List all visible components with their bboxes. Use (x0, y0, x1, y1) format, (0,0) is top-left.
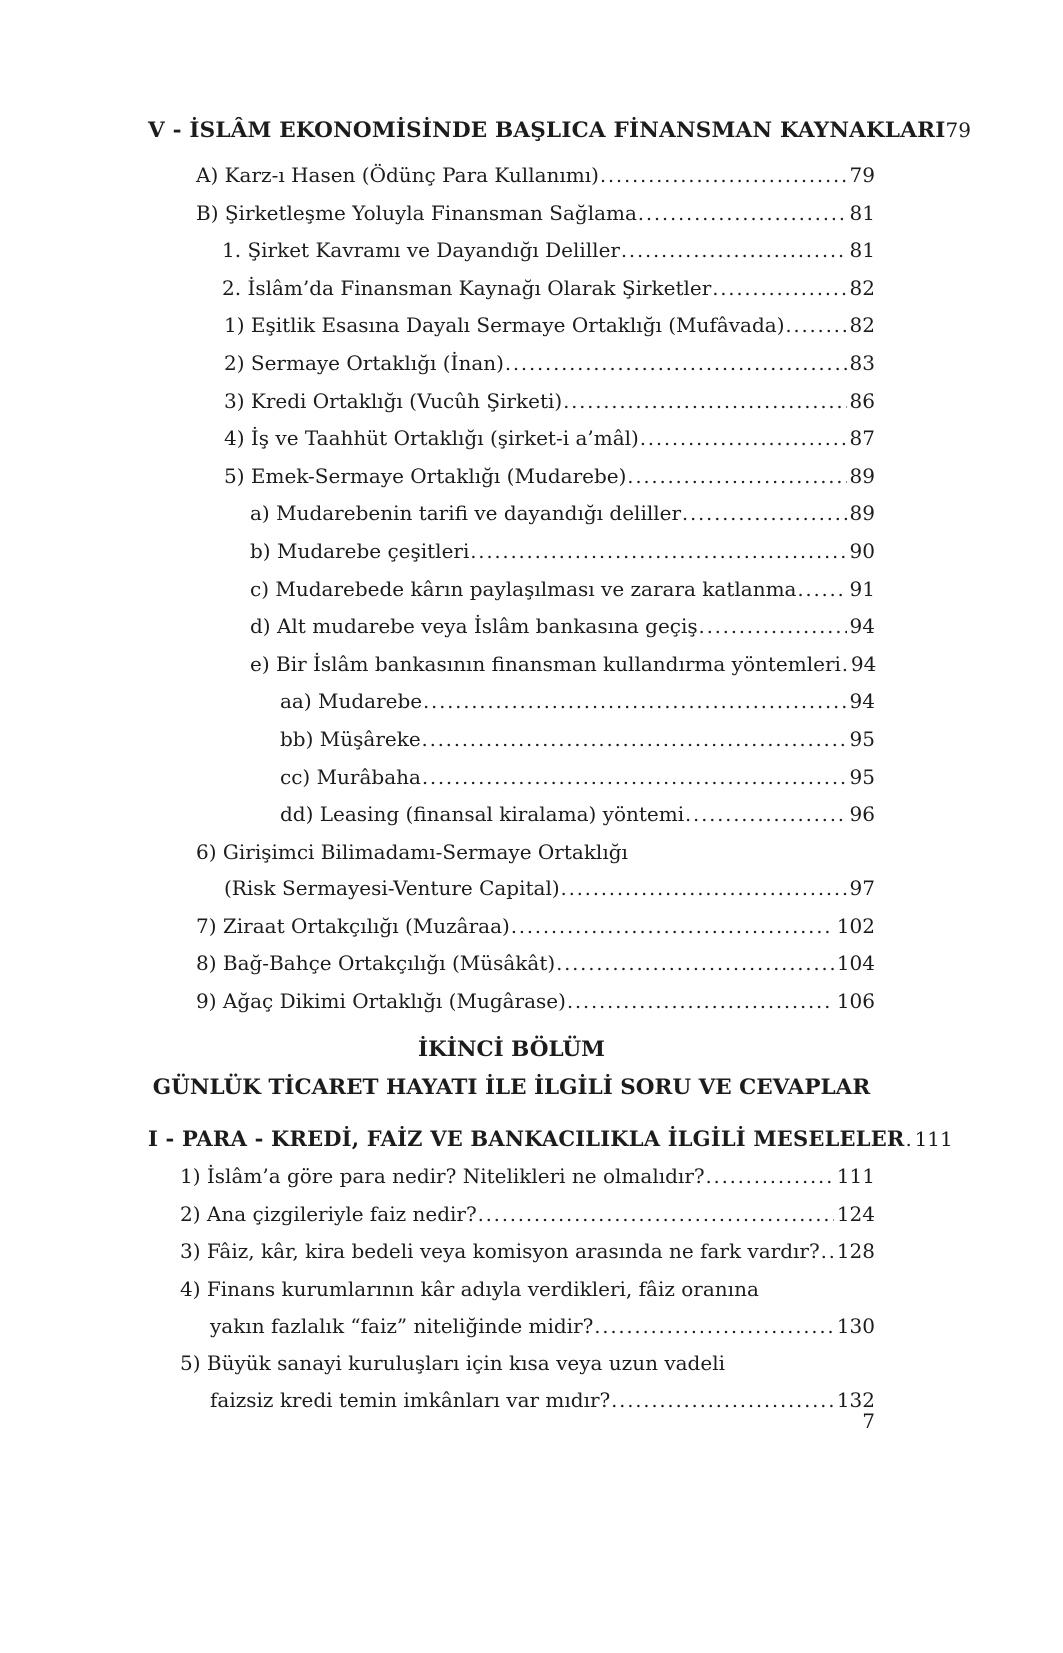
entry-text: 6) Girişimci Bilimadamı-Sermaye Ortaklığı (196, 839, 628, 864)
toc-entry (148, 458, 875, 496)
entry-text: 5) Büyük sanayi kuruluşları için kısa veya uzun vadeli (180, 1351, 725, 1376)
toc-entry (148, 345, 875, 383)
entry-page-ref: 104 (836, 951, 875, 976)
toc-entry-line2 (148, 870, 875, 908)
chapter-page-ref: 79 (945, 118, 971, 142)
dot-leader (682, 495, 847, 533)
entry-text: 4) Finans kurumlarının kâr adıyla verdikleri, fâiz oranına (180, 1277, 759, 1302)
toc-entry (148, 608, 875, 646)
toc-entry-line1 (148, 1271, 875, 1308)
toc-entry (148, 908, 875, 946)
toc-entry (148, 945, 875, 983)
dot-leader (699, 608, 847, 646)
entry-page-ref: 82 (849, 275, 875, 300)
entry-text: 5) Emek-Sermaye Ortaklığı (Mudarebe) (224, 463, 627, 488)
entry-text: 7) Ziraat Ortakçılığı (Muzâraa) (196, 913, 510, 938)
toc-entry (148, 571, 875, 609)
entry-page-ref: 96 (849, 802, 875, 827)
entry-text: 4) İş ve Taahhüt Ortaklığı (şirket-i a’mâl) (224, 426, 639, 451)
toc-entry (148, 232, 875, 270)
dot-leader (600, 157, 847, 195)
dot-leader (423, 683, 846, 721)
dot-leader (556, 945, 834, 983)
toc-entry (148, 683, 875, 721)
chapter-heading: V - İSLÂM EKONOMİSİNDE BAŞLICA FİNANSMAN KAYNAKLARI (148, 118, 946, 143)
entry-text: 1. Şirket Kavramı ve Dayandığı Deliller (222, 238, 620, 263)
toc-entry (148, 495, 875, 533)
entry-text: a) Mudarebenin tarifi ve dayandığı deliller (250, 501, 682, 526)
entry-text: B) Şirketleşme Yoluyla Finansman Sağlama (196, 200, 637, 225)
entry-page-ref: 132 (836, 1387, 875, 1412)
dot-leader (621, 232, 847, 270)
dot-leader (906, 1121, 912, 1159)
entry-page-ref: 94 (849, 614, 875, 639)
entry-text: 1) Eşitlik Esasına Dayalı Sermaye Ortaklığı (Mufâvada) (224, 313, 785, 338)
dot-leader (563, 383, 846, 421)
entry-text: cc) Murâbaha (280, 764, 421, 789)
toc-entry (148, 195, 875, 233)
toc-entry (148, 646, 875, 684)
entry-page-ref: 128 (836, 1239, 875, 1264)
page-number: 7 (862, 1409, 875, 1433)
entry-page-ref: 79 (849, 163, 875, 187)
dot-leader (638, 195, 847, 233)
toc-entry (148, 270, 875, 308)
entry-page-ref: 95 (849, 726, 875, 751)
dot-leader (422, 721, 847, 759)
dot-leader (567, 983, 834, 1021)
entry-text: 1) İslâm’a göre para nedir? Nitelikleri ne olmalıdır? (180, 1164, 705, 1189)
dot-leader (786, 307, 847, 345)
part-heading: İKİNCİ BÖLÜM (418, 1036, 605, 1062)
part-subheading: GÜNLÜK TİCARET HAYATI İLE İLGİLİ SORU VE CEVAPLAR (152, 1074, 871, 1100)
toc-entry (148, 157, 875, 195)
toc-entry (148, 1233, 875, 1271)
entry-page-ref: 82 (849, 313, 875, 338)
toc-entry (148, 420, 875, 458)
dot-leader (511, 908, 834, 946)
entry-text: c) Mudarebede kârın paylaşılması ve zarara katlanma (250, 576, 797, 601)
entry-text: 2) Ana çizgileriyle faiz nedir? (180, 1201, 477, 1226)
toc-entry (148, 533, 875, 571)
entry-page-ref: 83 (849, 350, 875, 375)
dot-leader (594, 1308, 833, 1346)
entry-page-ref: 86 (849, 388, 875, 413)
dot-leader (505, 345, 847, 383)
section-heading: I - PARA - KREDİ, FAİZ VE BANKACILIKLA İLGİLİ MESELELER (148, 1125, 905, 1151)
entry-page-ref: 91 (849, 576, 875, 601)
dot-leader (842, 646, 848, 684)
entry-text: 3) Fâiz, kâr, kira bedeli veya komisyon arasında ne fark vardır? (180, 1239, 820, 1264)
entry-text: (Risk Sermayesi-Venture Capital) (224, 876, 560, 901)
entry-page-ref: 95 (849, 764, 875, 789)
dot-leader (821, 1233, 834, 1271)
dot-leader (685, 796, 846, 834)
entry-text: 2) Sermaye Ortaklığı (İnan) (224, 350, 504, 375)
dot-leader (706, 1158, 834, 1196)
toc-entry-line1 (148, 1345, 875, 1382)
entry-text: d) Alt mudarebe veya İslâm bankasına geçiş (250, 614, 698, 639)
entry-text: A) Karz-ı Hasen (Ödünç Para Kullanımı) (196, 163, 599, 187)
entry-text: 3) Kredi Ortaklığı (Vucûh Şirketi) (224, 388, 563, 413)
entry-page-ref: 89 (849, 463, 875, 488)
entry-page-ref: 97 (849, 876, 875, 901)
entry-text: e) Bir İslâm bankasının finansman kullandırma yöntemleri (250, 651, 841, 676)
entry-page-ref: 124 (836, 1201, 875, 1226)
entry-text: aa) Mudarebe (280, 689, 423, 714)
toc-entry (148, 383, 875, 421)
toc-entry (148, 1158, 875, 1196)
entry-text: b) Mudarebe çeşitleri (250, 538, 470, 563)
toc-entry (148, 307, 875, 345)
entry-text: faizsiz kredi temin imkânları var mıdır? (210, 1387, 611, 1412)
entry-text: bb) Müşâreke (280, 726, 421, 751)
dot-leader (627, 458, 846, 496)
dot-leader (640, 420, 847, 458)
toc-entry (148, 983, 875, 1021)
dot-leader (797, 571, 846, 609)
section-heading-row (148, 1121, 953, 1159)
toc-entry (148, 796, 875, 834)
entry-page-ref: 111 (836, 1164, 875, 1189)
toc-entry (148, 1196, 875, 1234)
dot-leader (422, 759, 847, 797)
entry-page-ref: 94 (850, 651, 877, 676)
toc-entry (148, 721, 875, 759)
dot-leader (712, 270, 846, 308)
entry-text: 8) Bağ-Bahçe Ortakçılığı (Müsâkât) (196, 951, 556, 976)
entry-text: 2. İslâm’da Finansman Kaynağı Olarak Şirketler (222, 275, 712, 300)
chapter-heading-row (148, 110, 971, 151)
entry-page-ref: 81 (849, 200, 875, 225)
entry-page-ref: 90 (849, 538, 875, 563)
entry-page-ref: 130 (836, 1313, 875, 1338)
entry-page-ref: 89 (849, 501, 875, 526)
toc-entry (148, 759, 875, 797)
dot-leader (470, 533, 846, 571)
entry-text: yakın fazlalık “faiz” niteliğinde midir? (210, 1313, 594, 1338)
entry-text: dd) Leasing (finansal kiralama) yöntemi (280, 802, 685, 827)
entry-page-ref: 94 (849, 689, 875, 714)
entry-page-ref: 81 (849, 238, 875, 263)
entry-page-ref: 102 (836, 913, 875, 938)
dot-leader (561, 870, 847, 908)
entry-page-ref: 106 (836, 989, 875, 1014)
toc-entry-line1 (148, 834, 875, 871)
entry-page-ref: 87 (849, 426, 875, 451)
entry-text: 9) Ağaç Dikimi Ortaklığı (Mugârase) (196, 989, 566, 1014)
toc-page (148, 110, 971, 1419)
section-page-ref: 111 (914, 1126, 953, 1151)
dot-leader (478, 1196, 834, 1234)
toc-entry-line2 (148, 1308, 875, 1346)
